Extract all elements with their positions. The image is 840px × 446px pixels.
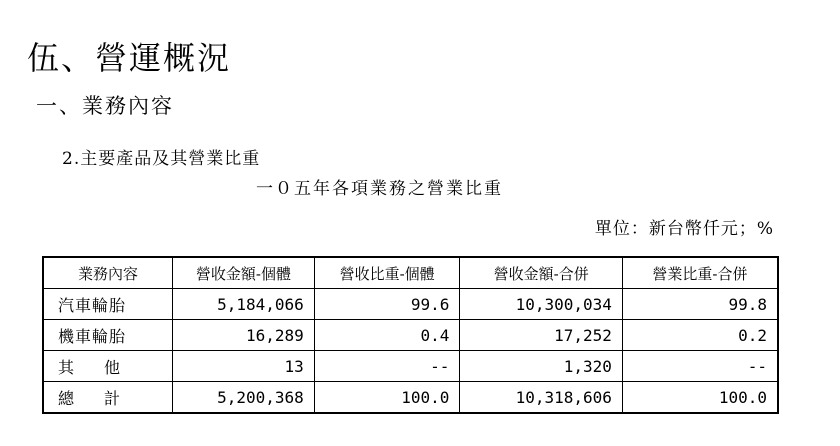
cell-ratio-consolidated: 0.2 — [622, 320, 778, 351]
table-header-row — [43, 257, 778, 289]
cell-revenue-individual: 5,184,066 — [173, 289, 315, 320]
cell-ratio-individual: -- — [314, 351, 460, 382]
row-label-char: 總 — [58, 388, 75, 408]
table-row — [43, 351, 778, 382]
table-row-total — [43, 382, 778, 414]
row-label-char: 計 — [104, 388, 121, 408]
cell-ratio-consolidated: 99.8 — [622, 289, 778, 320]
table-caption: 一０五年各項業務之營業比重 — [256, 179, 503, 199]
cell-revenue-consolidated: 10,318,606 — [460, 382, 622, 414]
cell-ratio-consolidated: -- — [622, 351, 778, 382]
business-revenue-table — [42, 256, 779, 414]
cell-revenue-consolidated: 17,252 — [460, 320, 622, 351]
header-revenue-consolidated: 營收金額-合併 — [460, 257, 622, 289]
row-label-char: 其 — [58, 357, 75, 377]
row-label — [43, 382, 173, 414]
cell-ratio-consolidated: 100.0 — [622, 382, 778, 414]
cell-ratio-individual: 99.6 — [314, 289, 460, 320]
chapter-heading: 伍、營運概況 — [27, 39, 232, 77]
header-revenue-individual: 營收金額-個體 — [173, 257, 315, 289]
row-label-char: 他 — [104, 357, 121, 377]
header-business-item: 業務內容 — [43, 257, 173, 289]
cell-revenue-consolidated: 1,320 — [460, 351, 622, 382]
header-ratio-consolidated: 營業比重-合併 — [622, 257, 778, 289]
unit-note: 單位：新台幣仟元；% — [594, 219, 774, 239]
cell-revenue-consolidated: 10,300,034 — [460, 289, 622, 320]
subsection-heading: 2.主要產品及其營業比重 — [62, 149, 261, 169]
table-row — [43, 289, 778, 320]
row-label: 汽車輪胎 — [43, 289, 173, 320]
cell-revenue-individual: 13 — [173, 351, 315, 382]
table-row — [43, 320, 778, 351]
row-label: 機車輪胎 — [43, 320, 173, 351]
header-ratio-individual: 營收比重-個體 — [314, 257, 460, 289]
cell-revenue-individual: 5,200,368 — [173, 382, 315, 414]
cell-revenue-individual: 16,289 — [173, 320, 315, 351]
cell-ratio-individual: 0.4 — [314, 320, 460, 351]
cell-ratio-individual: 100.0 — [314, 382, 460, 414]
section-heading: 一、業務內容 — [36, 94, 174, 118]
row-label — [43, 351, 173, 382]
